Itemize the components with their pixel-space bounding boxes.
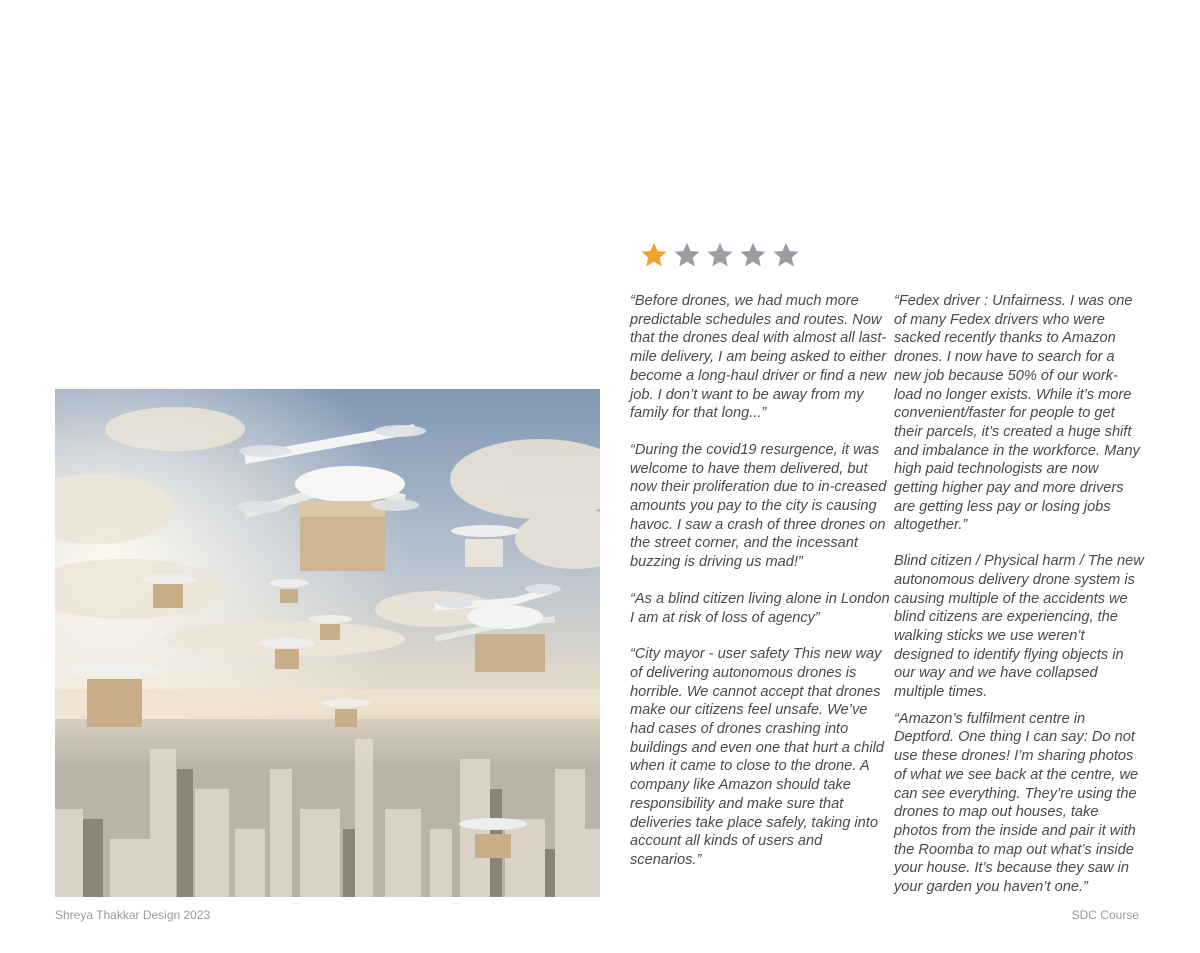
quote-text: “During the covid19 resurgence, it was welcome to have them delivered, but now their proliferation due to in-creased amounts you pay to the city is causing havoc. I saw a crash of three drones on the street corner, and the incessant buzzing is driving us mad!” xyxy=(630,441,887,571)
quotes-column-left xyxy=(630,292,890,870)
quote-text: “Amazon’s fulfilment centre in Deptford. One thing I can say: Do not use these drones! I’m sharing photos of what we see back at the centre, we can see everything. They’re using the drones to map out houses, take photos from the inside and pair it with the Roomba to map out what’s inside your house. It’s because they saw in your garden you haven’t one.” xyxy=(894,710,1139,896)
star-icon xyxy=(639,240,669,270)
quote-text: “Before drones, we had much more predictable schedules and routes. Now that the drones deal with almost all last-mile delivery, I am being asked to either become a long-haul driver or find a new job. I don’t want to be away from my family for that long...” xyxy=(630,293,887,422)
quotes-column-right xyxy=(894,292,1144,897)
quote-text: “As a blind citizen living alone in London I am at risk of loss of agency” xyxy=(630,590,890,626)
quote-text: “City mayor - user safety This new way of delivering autonomous drones is horrible. We cannot accept that drones make our citizens feel unsafe. We’ve had cases of drones crashing into buildings and even one that hurt a child when it came to close to the drone. A company like Amazon should take responsibility and make sure that deliveries take place safely, taking into account all kinds of users and scenarios.” xyxy=(630,646,884,868)
star-icon xyxy=(738,240,768,270)
star-rating xyxy=(639,240,804,272)
drone-city-photo xyxy=(55,389,600,897)
footer-course: SDC Course xyxy=(1071,908,1139,922)
star-icon xyxy=(705,240,735,270)
star-icon xyxy=(771,240,801,270)
footer-credit: Shreya Thakkar Design 2023 xyxy=(55,908,211,922)
quote-text: “Fedex driver : Unfairness. I was one of many Fedex drivers who were sacked recently thanks to Amazon drones. I now have to search for a new job because 50% of our work-load no longer exists. While it’s more convenient/faster for people to get their parcels, it’s created a huge shift and imbalance in the workforce. Many high paid technologists are now getting higher pay and more drivers are getting less pay or losing jobs altogether.” xyxy=(894,293,1140,534)
drone-illustration xyxy=(55,389,600,897)
star-icon xyxy=(672,240,702,270)
quote-text: Blind citizen / Physical harm / The new autonomous delivery drone system is causing multiple of the accidents we blind citizens are experiencing, the walking sticks we use weren’t designed to identify flying objects in our way and we have collapsed multiple times. xyxy=(894,553,1144,701)
